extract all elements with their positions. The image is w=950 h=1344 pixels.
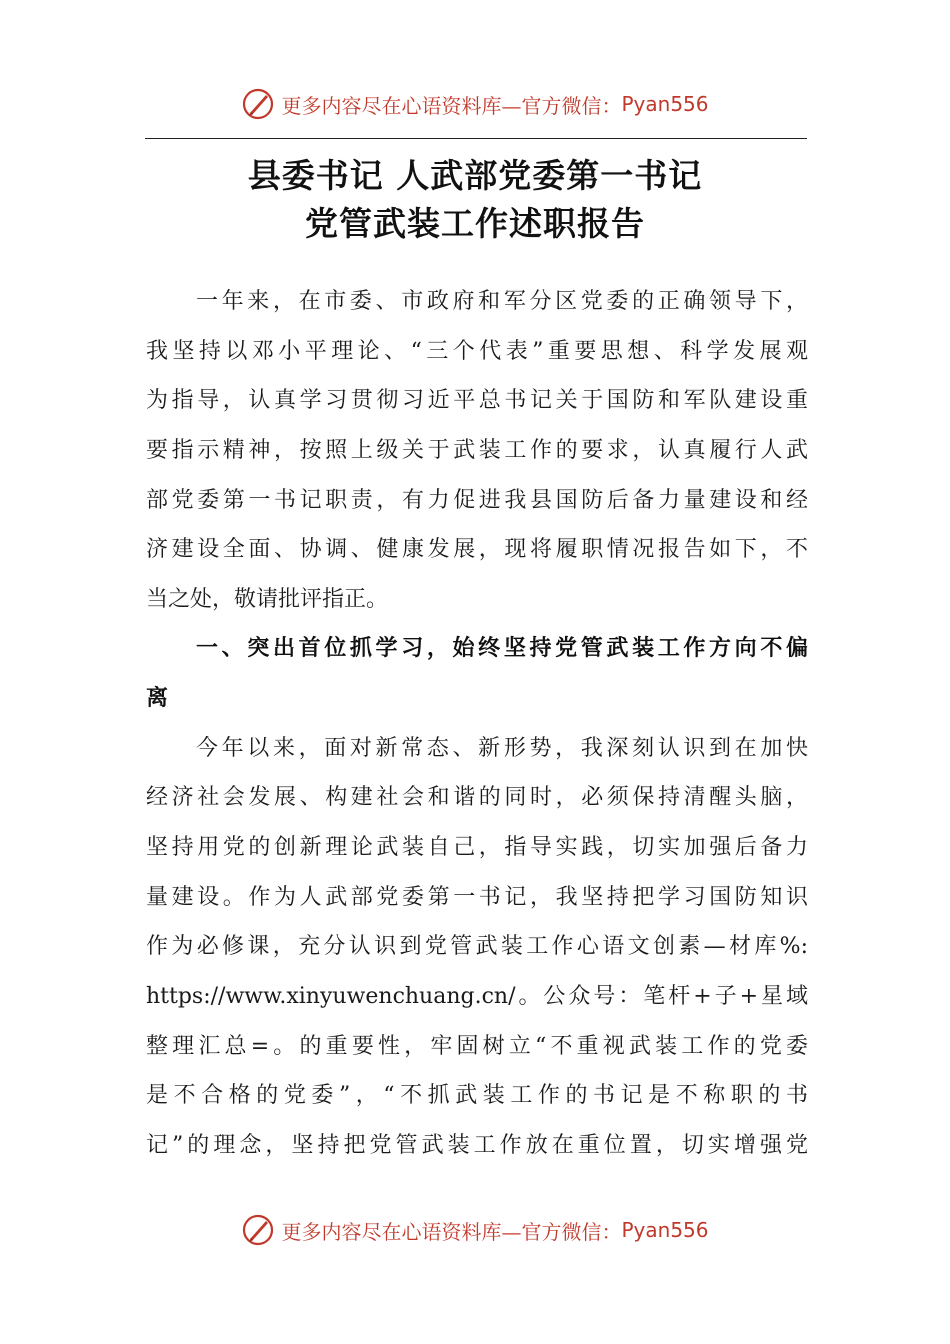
quill-pen-logo-icon: [241, 87, 275, 121]
header-banner-handle: Pyan556: [621, 92, 709, 116]
paragraph-line: https://www.xinyuwenchuang.cn/。公众号：笔杆+子+星域: [146, 984, 808, 1009]
paragraph-line: 量建设。作为人武部党委第一书记，我坚持把学习国防知识: [146, 885, 808, 910]
section-heading-line: 离: [146, 686, 169, 711]
paragraph-line: 济建设全面、协调、健康发展，现将履职情况报告如下，不: [146, 537, 808, 562]
paragraph-line: 是不合格的党委”，“不抓武装工作的书记是不称职的书: [146, 1083, 808, 1108]
document-title-line-2: 党管武装工作述职报告: [305, 204, 645, 243]
paragraph-line: 经济社会发展、构建社会和谐的同时，必须保持清醒头脑，: [146, 785, 808, 810]
header-divider: [145, 138, 807, 139]
footer-banner: [0, 1210, 950, 1250]
paragraph-line: 要指示精神，按照上级关于武装工作的要求，认真履行人武: [146, 438, 808, 463]
paragraph-line: 为指导，认真学习贯彻习近平总书记关于国防和军队建设重: [146, 388, 808, 413]
header-banner-text: 更多内容尽在心语资料库—官方微信：: [281, 93, 622, 118]
paragraph-line: 记”的理念，坚持把党管武装工作放在重位置，切实增强党: [146, 1133, 808, 1158]
section-heading-line: 一、突出首位抓学习，始终坚持党管武装工作方向不偏: [196, 636, 808, 661]
quill-pen-logo-icon: [241, 1213, 275, 1247]
document-title-line-1: 县委书记 人武部党委第一书记: [247, 156, 703, 195]
paragraph-line: 一年来，在市委、市政府和军分区党委的正确领导下，: [196, 289, 808, 314]
paragraph-line: 我坚持以邓小平理论、“三个代表”重要思想、科学发展观: [146, 339, 808, 364]
header-banner: [0, 84, 950, 124]
paragraph-line: 部党委第一书记职责，有力促进我县国防后备力量建设和经: [146, 488, 808, 513]
paragraph-line: 坚持用党的创新理论武装自己，指导实践，切实加强后备力: [146, 835, 808, 860]
paragraph-line: 作为必修课，充分认识到党管武装工作心语文创素—材库%:: [146, 934, 808, 959]
paragraph-line: 今年以来，面对新常态、新形势，我深刻认识到在加快: [196, 736, 808, 761]
paragraph-line: 当之处，敬请批评指正。: [146, 587, 389, 612]
footer-banner-text: 更多内容尽在心语资料库—官方微信：: [281, 1219, 622, 1244]
paragraph-line: 整理汇总=。的重要性，牢固树立“不重视武装工作的党委: [146, 1034, 808, 1059]
footer-banner-handle: Pyan556: [621, 1218, 709, 1242]
